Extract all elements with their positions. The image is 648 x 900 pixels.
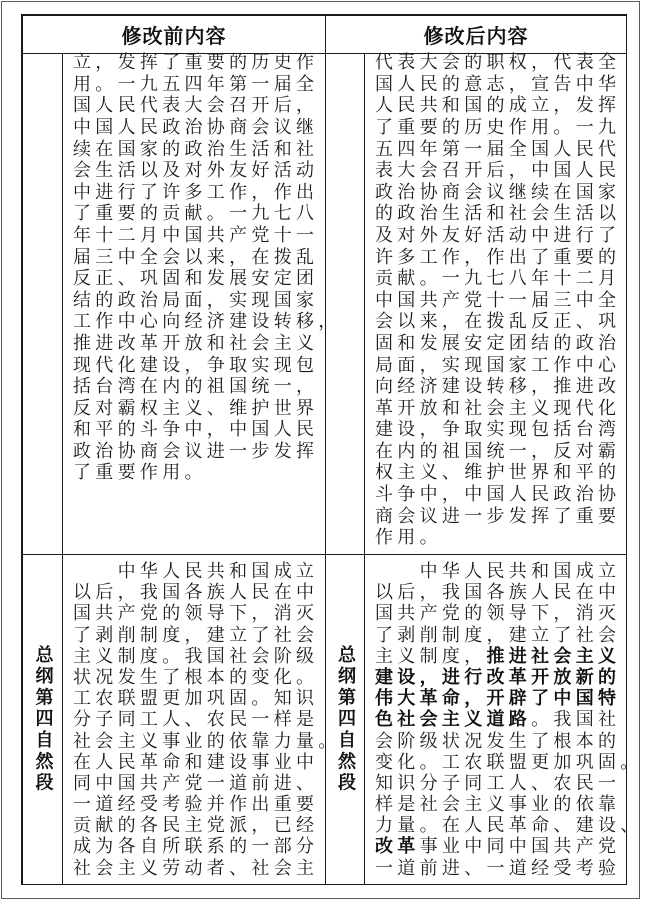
text-line: [375, 95, 626, 117]
text-segment: 表大会召开后，中国人民: [375, 160, 621, 182]
text-segment: 推进改革开放和社会主义: [73, 332, 319, 354]
text-segment: 在内的祖国统一，反对霸: [375, 440, 621, 462]
text-segment: 力量。在人民革命、建设、: [375, 815, 643, 837]
text-line: [375, 376, 626, 398]
text-segment: 国共产党的领导下，消灭: [375, 603, 621, 625]
text-segment: 主义制度。我国社会阶级: [73, 645, 319, 667]
text-segment: 政治协商会议进一步发挥: [73, 440, 319, 462]
text-line: [73, 441, 325, 463]
text-line: [375, 484, 626, 506]
text-line: [73, 815, 325, 836]
text-line: [73, 225, 325, 247]
after-text: [375, 561, 643, 879]
bold-text-segment: 推进社会主义: [486, 645, 621, 667]
text-line: [375, 182, 626, 204]
text-segment: 局面，实现国家工作中心: [375, 354, 621, 376]
text-line: [73, 419, 325, 441]
text-line: [73, 247, 325, 269]
text-segment: 了重要的历史作用。一九: [375, 116, 621, 138]
text-line: [375, 311, 626, 333]
text-segment: 了剥削制度，建立了社会: [73, 624, 319, 646]
text-segment: 的政治生活和社会生活以: [375, 203, 621, 225]
text-segment: 工作中心向经济建设转移，: [73, 311, 341, 333]
text-segment: 事业中同中国共产党: [419, 836, 621, 858]
row-label-before: [23, 54, 63, 555]
text-segment: 人民共和国的成立，发挥: [375, 95, 621, 117]
text-segment: 用。一九五四年第一届全: [73, 73, 319, 95]
text-line: [375, 203, 626, 225]
text-segment: 会以来，在拨乱反正、巩: [375, 311, 621, 333]
text-segment: 结的政治局面，实现国家: [73, 289, 319, 311]
text-line: [375, 441, 626, 463]
text-line: [73, 836, 325, 857]
text-segment: 和平的斗争中，中国人民: [73, 419, 319, 441]
text-segment: 固和发展安定团结的政治: [375, 332, 621, 354]
text-segment: 国共产党的领导下，消灭: [73, 603, 319, 625]
text-segment: 代表大会的职权，代表全: [375, 52, 621, 74]
text-line: [375, 333, 626, 355]
text-segment: 年十二月中国共产党十一: [73, 224, 319, 246]
row-label-text: 总纲第四自然段: [335, 644, 356, 795]
text-line: [375, 667, 626, 688]
text-segment: 社会主义劳动者、社会主: [73, 857, 319, 879]
text-segment: 五四年第一届全国人民代: [375, 138, 621, 160]
text-segment: 中华人民共和国成立: [73, 561, 319, 582]
bold-text-segment: 伟大革命，开辟了中国特: [375, 688, 621, 710]
text-line: [73, 311, 341, 333]
text-line: [73, 290, 325, 312]
text-line: [73, 709, 325, 730]
text-segment: 现代化建设，争取实现包: [73, 354, 319, 376]
header-after-label: 修改后内容: [423, 24, 529, 48]
text-line: [375, 688, 626, 709]
text-line: [375, 398, 626, 420]
text-line: [375, 561, 626, 582]
text-line: [73, 646, 325, 667]
bold-text-segment: 改革: [375, 836, 420, 858]
text-line: [375, 225, 626, 247]
text-line: [73, 203, 325, 225]
text-line: [73, 139, 325, 161]
text-segment: 括台湾在内的祖国统一，: [73, 376, 319, 398]
text-segment: 了重要的贡献。一九七八: [73, 203, 319, 225]
before-content-cell: [63, 555, 341, 885]
text-line: [375, 290, 626, 312]
text-line: [375, 355, 626, 377]
text-segment: 以后，我国各族人民在中: [73, 582, 319, 604]
header-before-label: 修改前内容: [121, 24, 227, 48]
text-line: [375, 506, 626, 528]
row-label-text: 总纲第四自然段: [32, 644, 54, 795]
text-segment: 变化。工农联盟更加巩固。: [375, 751, 643, 773]
text-segment: 中进行了许多工作，作出: [73, 181, 319, 203]
comparison-table: [21, 14, 643, 885]
text-line: [73, 182, 325, 204]
text-segment: 国人民的意志，宣告中华: [375, 73, 621, 95]
text-line: [375, 836, 626, 857]
text-segment: 了重要作用。: [73, 462, 207, 484]
text-segment: 立，发挥了重要的历史作: [73, 52, 319, 74]
text-line: [73, 730, 341, 752]
text-line: [375, 858, 626, 879]
text-line: [73, 333, 325, 355]
text-line: [73, 376, 325, 398]
bold-text-segment: 色社会主义道路: [375, 709, 532, 731]
before-content-cell: [63, 52, 341, 555]
text-line: [73, 160, 325, 182]
text-line: [73, 74, 325, 96]
text-segment: 及对外友好活动中进行了: [375, 224, 621, 246]
text-segment: 分子同工人、农民一样是: [73, 709, 319, 731]
text-line: [73, 52, 325, 74]
text-line: [375, 751, 643, 773]
text-segment: 主义制度，: [375, 645, 487, 667]
text-segment: 工农联盟更加巩固。知识: [73, 688, 319, 710]
bold-text-segment: 建设，进行改革开放新的: [375, 666, 621, 688]
text-line: [375, 74, 626, 96]
text-line: [375, 709, 626, 730]
text-segment: 社会主义事业的依靠力量。: [73, 730, 341, 752]
text-segment: 。我国社: [531, 709, 621, 731]
text-line: [375, 247, 626, 269]
text-line: [375, 773, 626, 794]
text-line: [73, 625, 325, 646]
text-line: [375, 731, 626, 752]
text-line: [375, 52, 626, 74]
text-segment: 在人民革命和建设事业中: [73, 751, 319, 773]
text-segment: 续在国家的政治生活和社: [73, 138, 319, 160]
text-segment: 一道前进、一道经受考验: [375, 857, 621, 879]
text-line: [73, 117, 325, 139]
text-segment: 中国人民政治协商会议继: [73, 116, 319, 138]
text-line: [375, 815, 643, 837]
text-segment: 贡献的各民主党派，已经: [73, 815, 319, 837]
text-segment: 一道经受考验并作出重要: [73, 794, 319, 816]
text-line: [375, 582, 626, 603]
text-segment: 许多工作，作出了重要的: [375, 246, 621, 268]
text-line: [375, 160, 626, 182]
text-segment: 状况发生了根本的变化。: [73, 666, 319, 688]
text-segment: 向经济建设转移，推进改: [375, 376, 621, 398]
text-line: [375, 419, 626, 441]
text-line: [73, 603, 325, 624]
text-segment: 样是社会主义事业的依靠: [375, 794, 621, 816]
row-label-before: [23, 555, 63, 885]
row-label-after: [326, 54, 365, 555]
text-segment: 反正、巩固和发展安定团: [73, 268, 319, 290]
text-segment: 商会议进一步发挥了重要: [375, 505, 621, 527]
text-line: [73, 95, 325, 117]
after-text: [375, 52, 626, 549]
text-segment: 会阶级状况发生了根本的: [375, 730, 621, 752]
text-segment: 斗争中，中国人民政治协: [375, 484, 621, 506]
text-line: [375, 794, 626, 815]
text-segment: 中华人民共和国成立: [375, 561, 621, 582]
text-line: [73, 794, 325, 815]
text-segment: 届三中全会以来，在拨乱: [73, 246, 319, 268]
after-content-cell: [365, 54, 627, 555]
text-segment: 以后，我国各族人民在中: [375, 582, 621, 604]
text-segment: 反对霸权主义、维护世界: [73, 397, 319, 419]
text-line: [375, 603, 626, 624]
text-line: [73, 667, 325, 688]
row-label-after: [326, 555, 365, 885]
text-line: [375, 268, 626, 290]
text-segment: 革开放和社会主义现代化: [375, 397, 621, 419]
text-line: [73, 268, 325, 290]
text-segment: 中国共产党十一届三中全: [375, 289, 621, 311]
text-line: [73, 355, 325, 377]
text-segment: 知识分子同工人、农民一: [375, 772, 621, 794]
text-line: [375, 625, 626, 646]
header-before-revision: [23, 16, 326, 54]
text-segment: 同中国共产党一道前进、: [73, 772, 319, 794]
text-line: [73, 688, 325, 709]
text-line: [73, 462, 325, 484]
text-segment: 贡献。一九七八年十二月: [375, 268, 621, 290]
text-line: [375, 527, 626, 549]
text-line: [73, 773, 325, 794]
text-segment: 建设，争取实现包括台湾: [375, 419, 621, 441]
text-line: [73, 398, 325, 420]
before-text: [73, 561, 341, 879]
text-line: [73, 561, 325, 582]
text-line: [375, 117, 626, 139]
header-after-revision: [326, 16, 627, 54]
text-line: [375, 462, 626, 484]
text-segment: 政治协商会议继续在国家: [375, 181, 621, 203]
text-line: [375, 646, 626, 667]
text-segment: 会生活以及对外友好活动: [73, 160, 319, 182]
text-segment: 了剥削制度，建立了社会: [375, 624, 621, 646]
text-segment: 权主义、维护世界和平的: [375, 462, 621, 484]
text-line: [73, 858, 325, 879]
text-segment: 成为各自所联系的一部分: [73, 836, 319, 858]
text-segment: 国人民代表大会召开后，: [73, 95, 319, 117]
text-segment: 作用。: [375, 527, 442, 549]
after-content-cell: [365, 555, 643, 885]
text-line: [73, 752, 325, 773]
text-line: [73, 582, 325, 603]
before-text: [73, 52, 341, 484]
text-line: [375, 139, 626, 161]
